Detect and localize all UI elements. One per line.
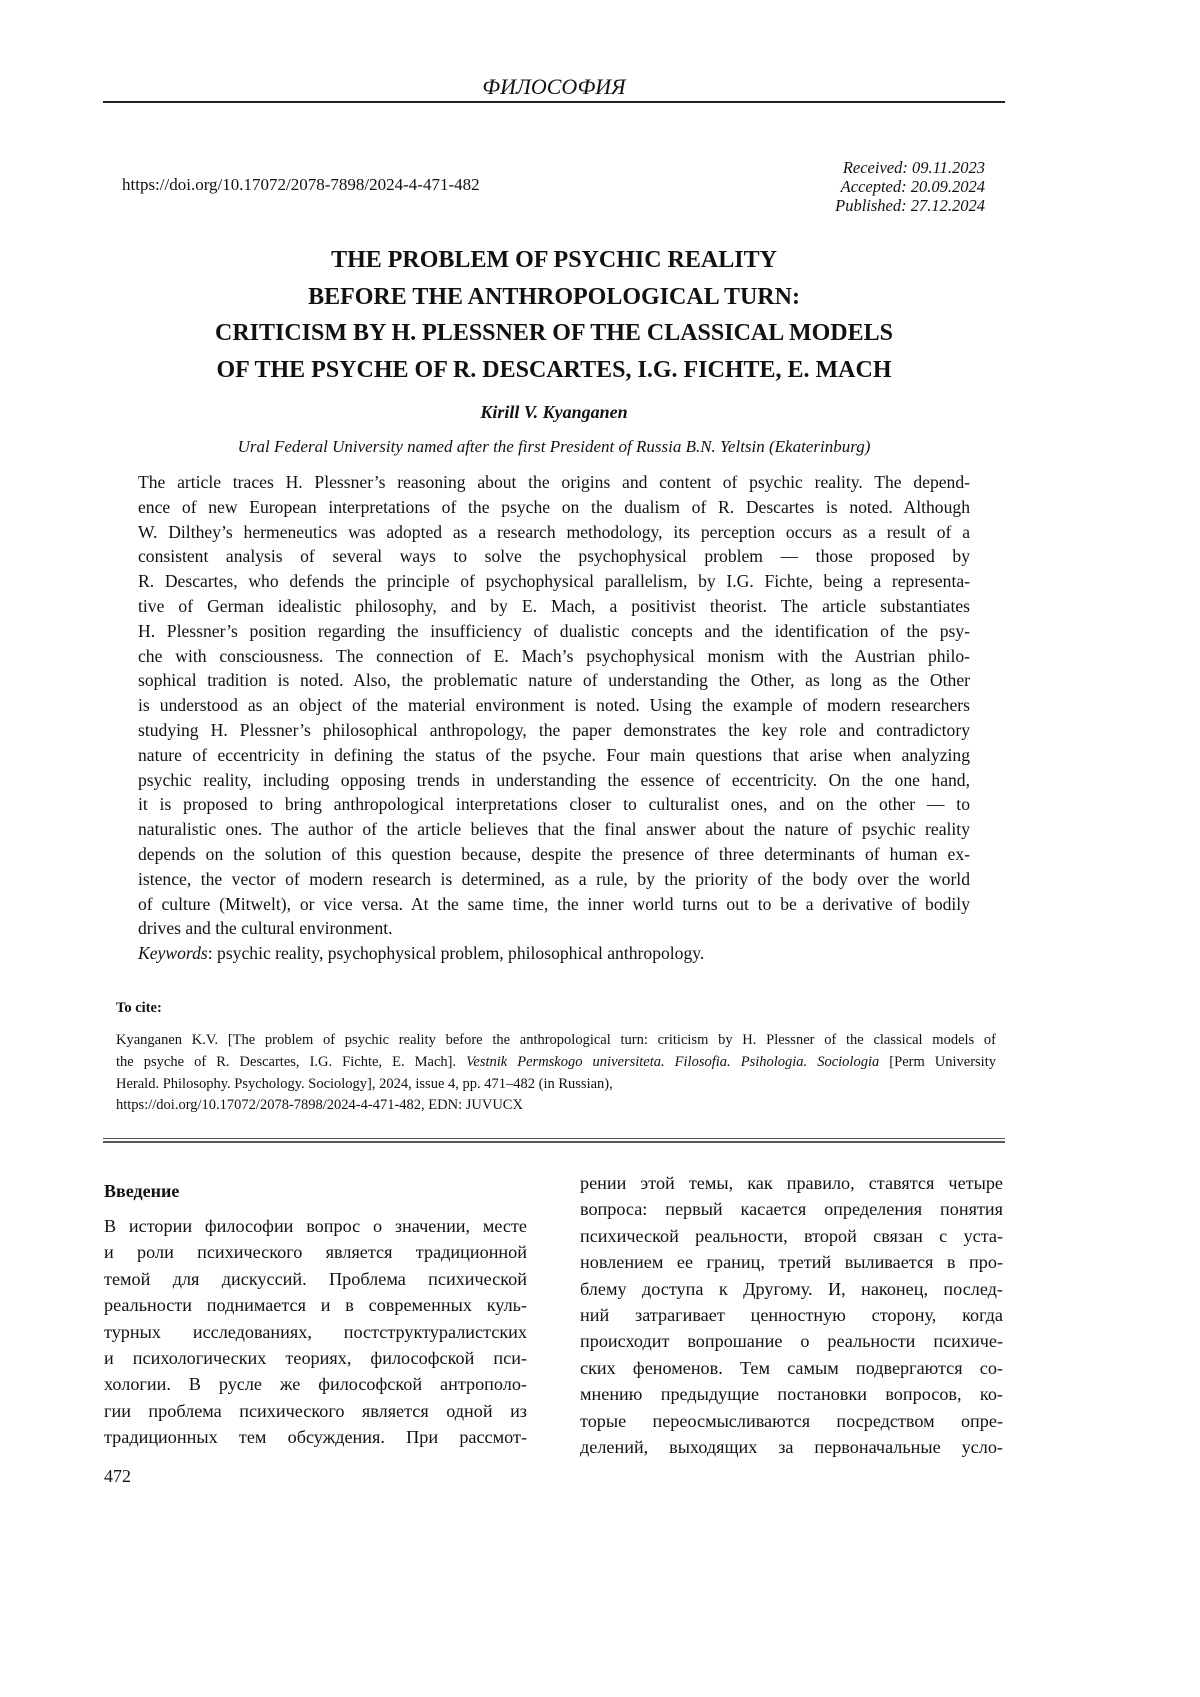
citation-line: Herald. Philosophy. Psychology. Sociology], 2024, issue 4, pp. 471–482 (in Russian), (116, 1075, 613, 1092)
received-date: Received: 09.11.2023 (842, 158, 985, 177)
keywords-text: : psychic reality, psychophysical problem, philosophical anthropology. (207, 943, 705, 964)
text-line: R. Descartes, who defends the principle of psychophysical parallelism, by I.G. Fichte, being a representa- (138, 571, 970, 592)
title-line: OF THE PSYCHE OF R. DESCARTES, I.G. FICHTE, E. MACH (216, 356, 892, 383)
title-line: THE PROBLEM OF PSYCHIC REALITY (331, 247, 777, 273)
text-line: consistent analysis of several ways to solve the psychophysical problem — those proposed by (138, 546, 970, 567)
cite-heading: To cite: (116, 1000, 162, 1016)
title-line: BEFORE THE ANTHROPOLOGICAL TURN: (308, 283, 800, 310)
text-line: традиционных тем обсуждения. При рассмот- (104, 1427, 527, 1448)
text-line: гии проблема психического является одной из (104, 1400, 527, 1421)
text-line: istence, the vector of modern research is determined, as a rule, by the priority of the body over the world (138, 868, 970, 889)
citation-doi[interactable]: https://doi.org/10.17072/2078-7898/2024-4-471-482, EDN: JUVUCX (116, 1097, 523, 1114)
text-line: темой для дискуссий. Проблема психической (104, 1268, 527, 1289)
text-line: nature of eccentricity in defining the status of the psyche. Four main questions that arise when analyzing (138, 744, 970, 765)
section-heading-introduction: Введение (104, 1181, 180, 1201)
text-line: W. Dilthey’s hermeneutics was adopted as a research methodology, its perception occurs as a result of a (138, 521, 970, 542)
text-line: мнению предыдущие постановки вопросов, ко- (580, 1384, 1003, 1405)
text-line: che with consciousness. The connection of E. Mach’s psychophysical monism with the Austrian philo- (138, 645, 970, 666)
citation-line: Kyanganen K.V. [The problem of psychic reality before the anthropological turn: criticism by H. Plessner of the classical models of (116, 1032, 996, 1048)
text-line: ence of new European interpretations of the psyche on the dualism of R. Descartes is noted. Although (138, 496, 970, 517)
abstract (138, 470, 970, 966)
citation-text: the psyche of R. Descartes, I.G. Fichte, E. Mach]. (116, 1053, 467, 1070)
text-line: и роли психического является традиционной (104, 1242, 527, 1263)
text-line: studying H. Plessner’s philosophical anthropology, the paper demonstrates the key role and contradictory (138, 719, 970, 740)
text-line: психической реальности, второй связан с уста- (580, 1225, 1003, 1246)
keywords-label: Keywords (138, 943, 208, 964)
body-column-left (104, 1213, 527, 1451)
body-column-right (580, 1170, 1003, 1460)
published-date: Published: 27.12.2024 (835, 196, 985, 215)
journal-name: Vestnik Permskogo universiteta. Filosofia. Psihologia. Sociologia (466, 1053, 880, 1070)
text-line: The article traces H. Plessner’s reasoning about the origins and content of psychic reality. The depend- (138, 472, 970, 492)
text-line: блему доступа к Другому. И, наконец, послед- (580, 1278, 1003, 1299)
text-line: рении этой темы, как правило, ставятся четыре (580, 1173, 1003, 1193)
text-line: drives and the cultural environment. (138, 918, 393, 939)
doi-link[interactable]: https://doi.org/10.17072/2078-7898/2024-4-471-482 (122, 175, 480, 194)
section-divider (103, 1141, 1005, 1143)
text-line: ний затрагивает ценностную сторону, когда (580, 1305, 1003, 1326)
text-line: ских феноменов. Тем самым подвергаются со- (580, 1357, 1003, 1378)
text-line: и психологических теориях, философской пси- (104, 1348, 527, 1369)
text-line: новлением ее границ, третий выливается в про- (580, 1252, 1003, 1273)
citation (116, 1030, 996, 1117)
text-line: tive of German idealistic philosophy, and by E. Mach, a positivist theorist. The article substantiates (138, 595, 970, 616)
text-line: вопроса: первый касается определения понятия (580, 1199, 1003, 1220)
author-name: Kirill V. Kyanganen (480, 402, 628, 422)
text-line: происходит вопрошание о реальности психиче- (580, 1331, 1003, 1352)
text-line: В истории философии вопрос о значении, месте (104, 1216, 527, 1236)
running-header-section: ФИЛОСОФИЯ (482, 74, 626, 99)
author-affiliation: Ural Federal University named after the first President of Russia B.N. Yeltsin (Ekaterinburg) (237, 437, 871, 456)
citation-line (116, 1052, 996, 1074)
text-line: psychic reality, including opposing trends in understanding the essence of eccentricity. On the one hand, (138, 769, 970, 790)
text-line: хологии. В русле же философской антрополо- (104, 1374, 527, 1395)
text-line: H. Plessner’s position regarding the insufficiency of dualistic concepts and the identification of the psy- (138, 620, 970, 641)
keywords (138, 941, 970, 966)
article-dates (835, 158, 985, 215)
text-line: реальности поднимается и в современных куль- (104, 1295, 527, 1316)
citation-text: [Perm University (879, 1053, 996, 1070)
text-line: турных исследованиях, постструктуралистских (104, 1321, 527, 1342)
text-line: naturalistic ones. The author of the article believes that the final answer about the nature of psychic reality (138, 819, 970, 840)
text-line: sophical tradition is noted. Also, the problematic nature of understanding the Other, as long as the Other (138, 670, 970, 691)
header-divider (103, 101, 1005, 103)
text-line: is understood as an object of the material environment is noted. Using the example of modern researchers (138, 695, 970, 716)
page-number: 472 (104, 1466, 131, 1486)
section-divider (103, 1138, 1005, 1139)
text-line: делений, выходящих за первоначальные усло- (580, 1437, 1003, 1458)
text-line: depends on the solution of this question because, despite the presence of three determinants of human ex- (138, 843, 970, 864)
text-line: торые переосмысливаются посредством опре- (580, 1410, 1003, 1431)
text-line: it is proposed to bring anthropological interpretations closer to culturalist ones, and on the other — to (138, 794, 970, 815)
article-title (103, 242, 1005, 388)
accepted-date: Accepted: 20.09.2024 (840, 177, 985, 196)
text-line: of culture (Mitwelt), or vice versa. At the same time, the inner world turns out to be a derivative of bodily (138, 893, 970, 914)
title-line: CRITICISM BY H. PLESSNER OF THE CLASSICAL MODELS (215, 320, 893, 346)
